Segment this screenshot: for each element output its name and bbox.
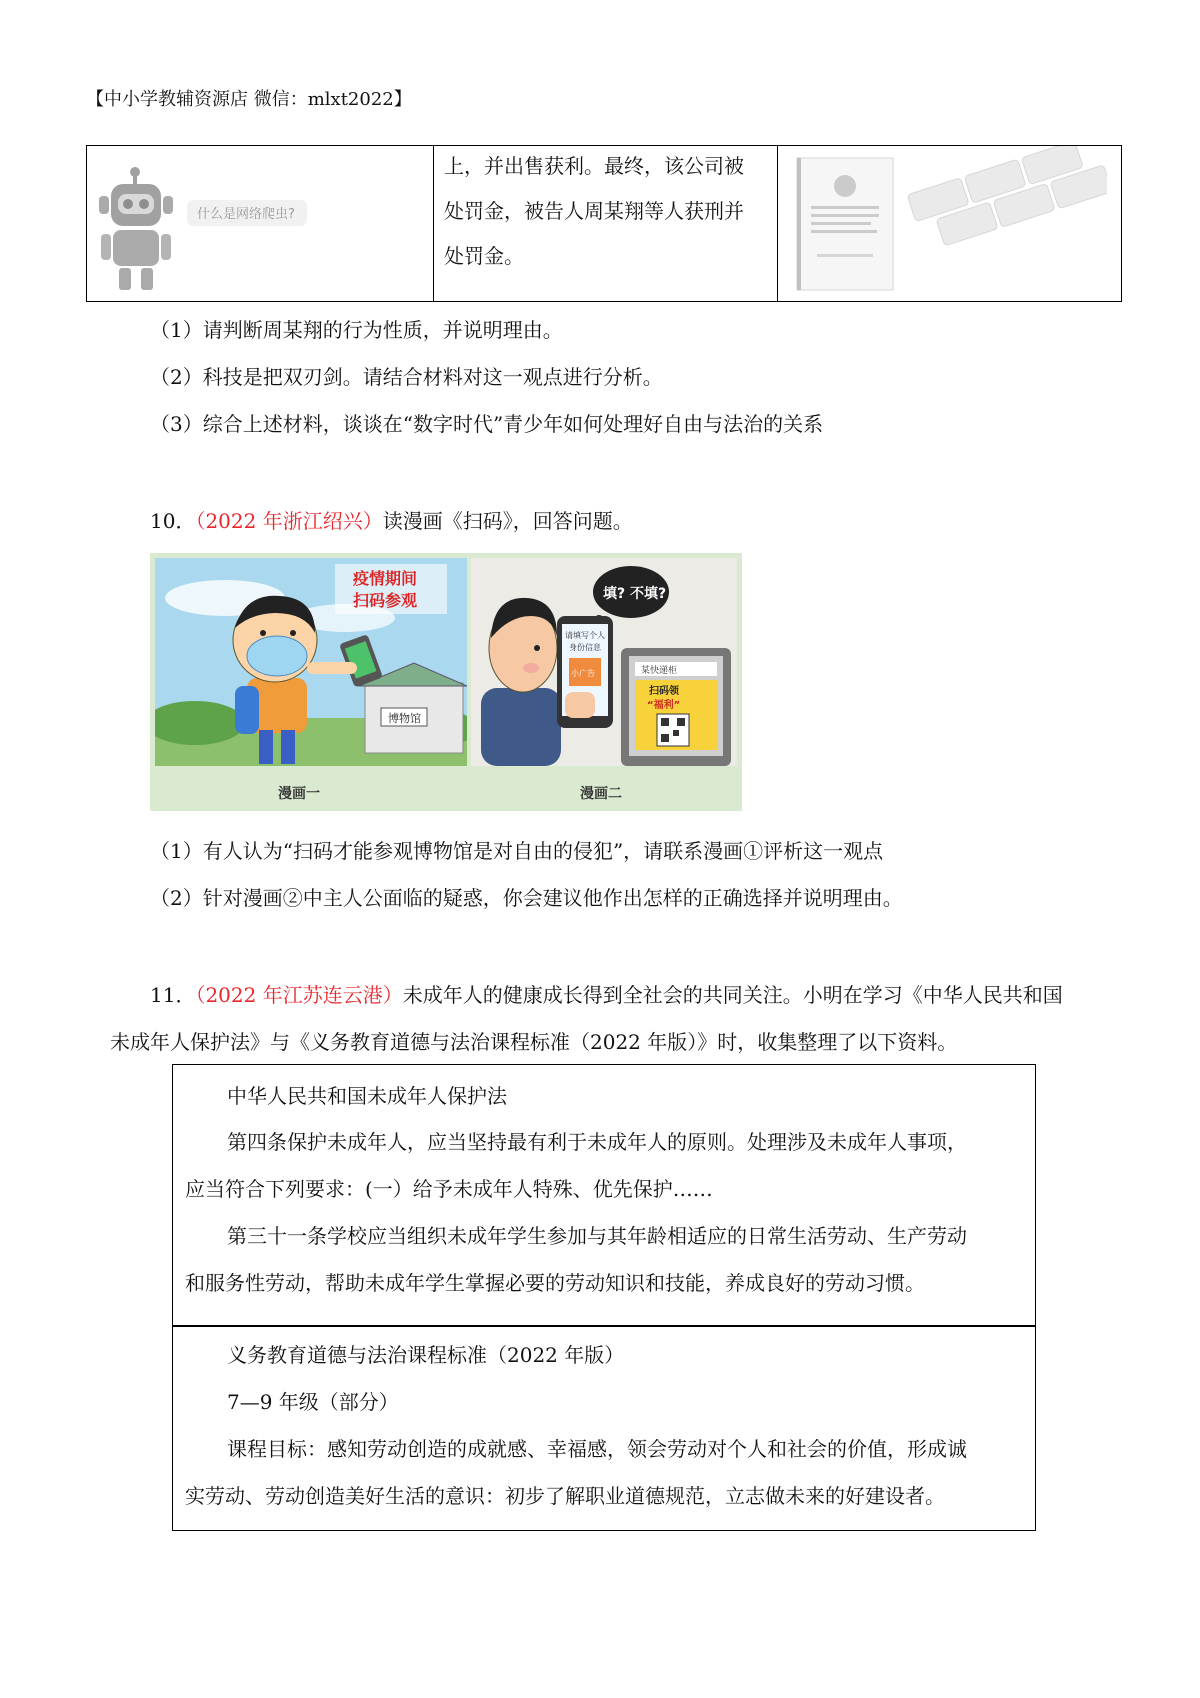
q9-sub-1: （1）请判断周某翔的行为性质，并说明理由。 [150, 318, 563, 342]
curriculum-grade: 7—9 年级（部分） [227, 1390, 399, 1414]
material-table [86, 145, 1122, 302]
curriculum-title: 义务教育道德与法治课程标准（2022 年版） [227, 1343, 625, 1367]
q10-sub-1: （1）有人认为“扫码才能参观博物馆是对自由的侵犯”，请联系漫画①评析这一观点 [150, 839, 884, 863]
comic-caption-1: 漫画一 [278, 786, 320, 802]
comic-panel-2 [471, 558, 737, 766]
q9-sub-2: （2）科技是把双刃剑。请结合材料对这一观点进行分析。 [150, 365, 663, 389]
q11-stem-line1 [150, 981, 1063, 1009]
station-title: 某快递柜 [641, 666, 678, 676]
station-text-line2: “福利” [647, 700, 681, 711]
case-text-cell [433, 146, 778, 301]
case-text-line: 处罚金。 [444, 244, 524, 268]
question-source: （2022 年浙江绍兴） [195, 509, 383, 533]
curriculum-text-line: 课程目标：感知劳动创造的成就感、幸福感，领会劳动对个人和社会的价值，形成诚 [227, 1437, 967, 1461]
law-text-line: 第四条保护未成年人，应当坚持最有利于未成年人的原则。处理涉及未成年人事项， [227, 1130, 967, 1154]
comic-sign-line2: 扫码参观 [353, 591, 418, 610]
station-text-line1: 扫码领 [649, 686, 679, 697]
museum-sign: 博物馆 [388, 712, 421, 725]
q10-stem [150, 507, 633, 535]
thought-bubble-text: 填? 不填? [603, 586, 667, 602]
question-number: 10． [150, 509, 196, 533]
robot-caption: 什么是网络爬虫? [197, 207, 295, 222]
question-text: 未成年人的健康成长得到全社会的共同关注。小明在学习《中华人民共和国 [402, 983, 1063, 1007]
curriculum-excerpt-box [172, 1325, 1036, 1531]
law-document-illustration [777, 146, 1107, 300]
robot-cell [87, 146, 434, 301]
law-excerpt-box [172, 1064, 1036, 1327]
law-text-line: 应当符合下列要求：(一）给予未成年人特殊、优先保护…… [185, 1177, 713, 1201]
law-title: 中华人民共和国未成年人保护法 [227, 1084, 507, 1108]
case-text-line: 上，并出售获利。最终，该公司被 [444, 154, 744, 178]
phone-prompt-line2: 身份信息 [569, 643, 601, 652]
case-text-line: 处罚金，被告人周某翔等人获刑并 [444, 199, 744, 223]
comic-figure [150, 553, 742, 811]
q9-sub-3: （3）综合上述材料，谈谈在“数字时代”青少年如何处理好自由与法治的关系 [150, 412, 824, 436]
page-header: 【中小学教辅资源店 微信：mlxt2022】 [86, 89, 412, 110]
comic-caption-2: 漫画二 [580, 786, 622, 802]
law-text-line: 和服务性劳动，帮助未成年学生掌握必要的劳动知识和技能，养成良好的劳动习惯。 [185, 1271, 925, 1295]
q11-stem-line2: 未成年人保护法》与《义务教育道德与法治课程标准（2022 年版）》时，收集整理了以下资料。 [110, 1030, 958, 1054]
q10-sub-2: （2）针对漫画②中主人公面临的疑惑，你会建议他作出怎样的正确选择并说明理由。 [150, 886, 903, 910]
phone-prompt-line1: 请填写个人 [565, 631, 605, 640]
question-source: （2022 年江苏连云港） [195, 983, 403, 1007]
phone-ad-label: 小广告 [571, 669, 595, 678]
question-text: 读漫画《扫码》，回答问题。 [382, 509, 633, 533]
comic-panel-1 [155, 558, 467, 766]
question-number: 11． [150, 983, 196, 1007]
law-book-cell [777, 146, 1121, 301]
comic-sign-line1: 疫情期间 [353, 569, 418, 588]
curriculum-text-line: 实劳动、劳动创造美好生活的意识：初步了解职业道德规范，立志做未来的好建设者。 [185, 1484, 945, 1508]
law-text-line: 第三十一条学校应当组织未成年学生参加与其年龄相适应的日常生活劳动、生产劳动 [227, 1224, 967, 1248]
robot-illustration [87, 146, 433, 300]
